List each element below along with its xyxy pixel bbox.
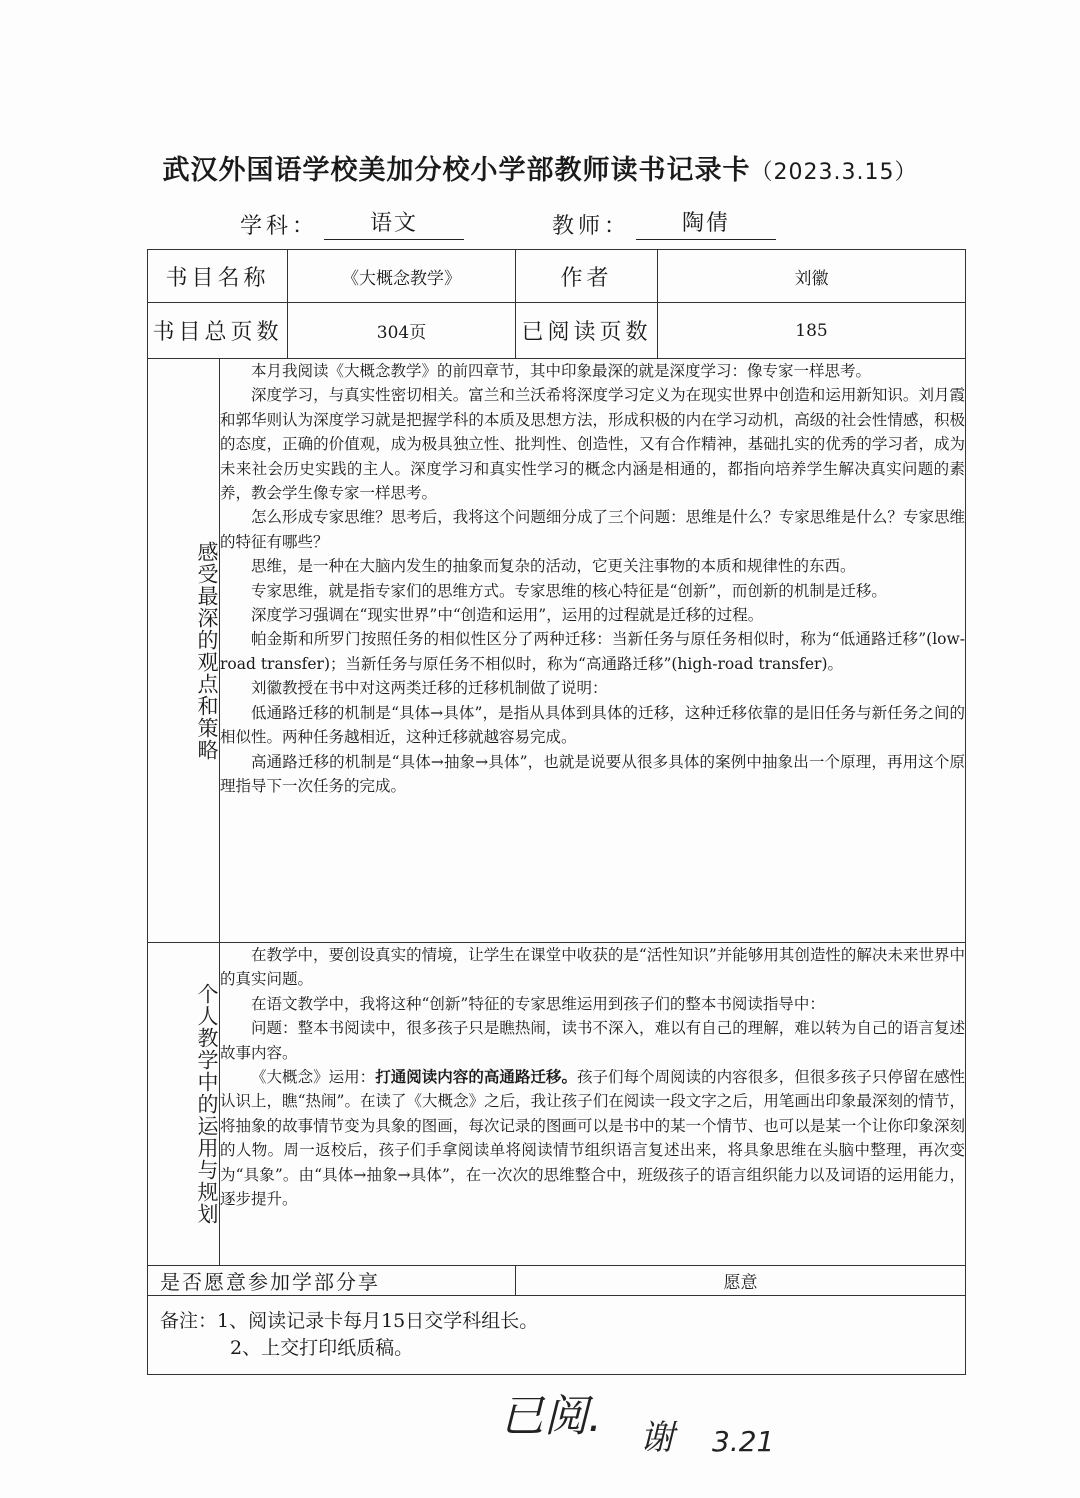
share-label: 是否愿意参加学部分享 bbox=[148, 1266, 516, 1296]
teacher-label: 教师： bbox=[552, 214, 631, 239]
insights-paragraph: 本月我阅读《大概念教学》的前四章节，其中印象最深的就是深度学习：像专家一样思考。 bbox=[251, 362, 872, 380]
total-pages-value: 304页 bbox=[288, 303, 516, 359]
notes-row bbox=[148, 1296, 966, 1375]
application-paragraph: 在教学中，要创设真实的情境，让学生在课堂中收获的是“活性知识”并能够用其创造性的解决未来世界中的真实问题。 bbox=[220, 946, 966, 989]
application-paragraph: 在语文教学中，我将这种“创新”特征的专家思维运用到孩子们的整本书阅读指导中： bbox=[251, 994, 825, 1013]
teacher-value: 陶倩 bbox=[636, 206, 776, 240]
application-label: 个人教学中的运用与规划 bbox=[195, 983, 219, 1225]
application-paragraph: 问题：整本书阅读中，很多孩子只是瞧热闹，读书不深入，难以有自己的理解，难以转为自己的语言复述故事内容。 bbox=[220, 1019, 966, 1062]
insights-row bbox=[148, 359, 966, 943]
share-value: 愿意 bbox=[516, 1266, 966, 1296]
book-name-row bbox=[148, 250, 966, 303]
subject-value: 语文 bbox=[324, 206, 464, 240]
application-paragraph bbox=[220, 1065, 965, 1211]
title-text: 武汉外国语学校美加分校小学部教师读书记录卡 bbox=[162, 155, 751, 186]
handwritten-read-mark: 已阅. bbox=[500, 1391, 602, 1442]
insights-paragraph: 低通路迁移的机制是“具体→具体”，是指从具体到具体的迁移，这种迁移依靠的是旧任务与新任务之间的相似性。两种任务越相近，这种迁移就越容易完成。 bbox=[220, 703, 966, 747]
application-highlight: 打通阅读内容的高通路迁移。 bbox=[375, 1067, 577, 1087]
application-lead: 《大概念》运用： bbox=[251, 1068, 376, 1087]
handwritten-date: 3.21 bbox=[712, 1425, 775, 1458]
read-pages-label: 已阅读页数 bbox=[516, 303, 658, 359]
total-pages-label: 书目总页数 bbox=[148, 303, 288, 359]
author-label: 作者 bbox=[516, 250, 658, 303]
title-date: （2023.3.15） bbox=[750, 160, 918, 185]
insights-paragraph: 深度学习强调在“现实世界”中“创造和运用”，运用的过程就是迁移的过程。 bbox=[251, 606, 764, 625]
author-value: 刘徽 bbox=[658, 250, 966, 303]
insights-paragraph: 刘徽教授在书中对这两类迁移的迁移机制做了说明： bbox=[251, 679, 608, 698]
book-name-label: 书目名称 bbox=[148, 250, 288, 303]
record-table bbox=[147, 249, 966, 1375]
insights-paragraph: 深度学习，与真实性密切相关。富兰和兰沃希将深度学习定义为在现实世界中创造和运用新知识。刘月霞和郭华则认为深度学习就是把握学科的本质及思想方法，形成积极的内在学习动机，高级的社会性情感，积极的态度，正确的价值观，成为极具独立性、批判性、创造性，又有合作精神，基础扎实的优秀的学习者，成为未来社会历史实践的主人。深度学习和真实性学习的概念内涵是相通的，都指向培养学生解决真实问题的素养，教会学生像专家一样思考。 bbox=[220, 386, 966, 503]
notes-cell bbox=[148, 1296, 966, 1375]
insights-content bbox=[220, 359, 966, 943]
insights-paragraph: 专家思维，就是指专家们的思维方式。专家思维的核心特征是“创新”，而创新的机制是迁移。 bbox=[251, 581, 887, 600]
application-content bbox=[220, 943, 966, 1266]
handwritten-initials: 谢 bbox=[640, 1418, 674, 1458]
page-title bbox=[0, 148, 1080, 187]
insights-paragraph: 思维，是一种在大脑内发生的抽象而复杂的活动，它更关注事物的本质和规律性的东西。 bbox=[251, 557, 856, 576]
application-body: 孩子们每个周阅读的内容很多，但很多孩子只停留在感性认识上，瞧“热闹”。在读了《大概念》之后，我让孩子们在阅读一段文字之后，用笔画出印象最深刻的情节，将抽象的故事情节变为具象的图画，每次记录的图画可以是书中的某一个情节、也可以是某一个让你印象深刻的人物。周一返校后，孩子们手拿阅读单将阅读情节组织语言复述出来，将具象思维在头脑中整理，再次变为“具象”。由“具体→抽象→具体”，在一次次的思维整合中，班级孩子的语言组织能力以及词语的运用能力，逐步提升。 bbox=[220, 1068, 966, 1209]
note-line-2: 2、上交打印纸质稿。 bbox=[230, 1337, 414, 1359]
insights-label-cell bbox=[148, 359, 220, 943]
application-label-cell bbox=[148, 943, 220, 1266]
note-line-1: 备注：1、阅读记录卡每月15日交学科组长。 bbox=[160, 1310, 539, 1332]
read-pages-value: 185 bbox=[658, 303, 966, 359]
share-row bbox=[148, 1266, 966, 1296]
pages-row bbox=[148, 303, 966, 359]
insights-paragraph: 帕金斯和所罗门按照任务的相似性区分了两种迁移：当新任务与原任务相似时，称为“低通路迁移”(low-road transfer)；当新任务与原任务不相似时，称为“高通路迁移”(high-road transfer)。 bbox=[220, 630, 966, 673]
subject-label: 学科： bbox=[240, 214, 319, 239]
insights-paragraph: 高通路迁移的机制是“具体→抽象→具体”，也就是说要从很多具体的案例中抽象出一个原理，再用这个原理指导下一次任务的完成。 bbox=[220, 752, 966, 795]
application-row bbox=[148, 943, 966, 1266]
insights-paragraph: 怎么形成专家思维？思考后，我将这个问题细分成了三个问题：思维是什么？专家思维是什么？专家思维的特征有哪些？ bbox=[220, 508, 966, 551]
insights-label: 感受最深的观点和策略 bbox=[195, 540, 219, 761]
book-name-value: 《大概念教学》 bbox=[288, 250, 516, 303]
meta-row bbox=[240, 206, 776, 240]
